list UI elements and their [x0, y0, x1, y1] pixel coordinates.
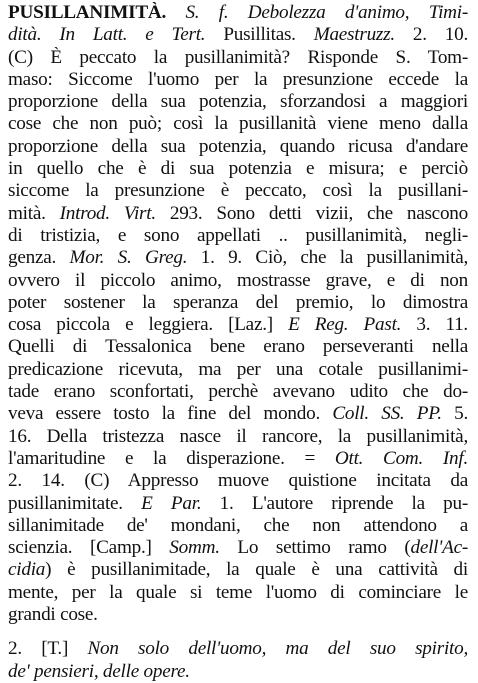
text-line — [8, 515, 468, 537]
text-segment: genza. — [8, 247, 70, 269]
text-line — [8, 336, 468, 358]
text-line — [8, 359, 468, 381]
italic-citation: Ott. Com. Inf. — [334, 447, 468, 469]
text-line — [8, 203, 468, 225]
text-line — [8, 270, 468, 292]
italic-citation: de' pensieri, delle opere. — [8, 660, 190, 682]
text-segment: 2. 14. (C) Appresso muove quistione incitata da — [8, 470, 468, 492]
italic-citation: E Par. — [141, 492, 202, 514]
text-segment: proporzione della sua potenzia, quando ricusa d'andare — [8, 135, 468, 157]
text-line — [8, 292, 468, 314]
text-segment: pusillanimitate. — [8, 492, 142, 514]
text-segment: mente, per la quale si teme l'uomo di cominciare le — [8, 581, 468, 603]
text-line — [8, 537, 468, 559]
text-segment: di tristizia, e sono appellati .. pusillanimità, negli- — [8, 224, 468, 246]
text-segment: sillanimitade de' mondani, che non attendono a — [8, 514, 468, 536]
text-segment: Quelli di Tessalonica bene erano perseveranti nella — [8, 336, 468, 358]
italic-citation: cidia — [8, 559, 46, 581]
text-segment: mità. — [8, 202, 60, 224]
text-line — [8, 403, 468, 425]
text-line — [8, 559, 468, 581]
italic-citation: Non solo dell'uomo, ma del suo spirito, — [87, 638, 468, 660]
text-segment: proporzione della sua potenzia, sforzandosi a maggiori — [8, 91, 468, 113]
text-segment: poter sostener la speranza del premio, lo dimostra — [8, 291, 468, 313]
text-line — [8, 493, 468, 515]
text-line — [8, 24, 468, 46]
text-line — [8, 180, 468, 202]
headword: PUSILLANIMITÀ. — [8, 2, 167, 23]
text-line — [8, 113, 468, 135]
italic-citation: Introd. Virt. — [59, 202, 156, 224]
text-line — [8, 661, 468, 683]
text-segment: (C) È peccato la pusillanimità? Risponde S. Tom- — [8, 46, 468, 68]
text-segment: 16. Della tristezza nasce il rancore, la pusillanimità, — [8, 425, 468, 447]
text-segment: cose che non può; così la pusillanità viene meno dalla — [8, 113, 468, 135]
text-line — [8, 470, 468, 492]
dictionary-sense-2 — [8, 638, 468, 683]
italic-citation: Maestruzz. — [313, 24, 395, 46]
text-segment: 2. [T.] — [8, 638, 88, 660]
text-line — [8, 225, 468, 247]
italic-citation: Mor. S. Greg. — [69, 247, 188, 269]
text-segment: in quello che è di sua potenzia e misura; e perciò — [8, 158, 468, 180]
text-line — [8, 638, 468, 660]
text-segment: 293. Sono detti vizii, che nascono — [155, 202, 468, 224]
text-segment: 1. L'autore riprende la pu- — [201, 492, 468, 514]
text-line — [8, 91, 468, 113]
text-line — [8, 426, 468, 448]
text-segment: 3. 11. — [401, 314, 468, 336]
text-segment: ovvero il piccolo animo, mostrasse grave, e di non — [8, 269, 468, 291]
italic-citation: S. f. Debolezza d'animo, Timi- — [185, 2, 468, 23]
text-segment: Lo settimo ramo ( — [219, 537, 411, 559]
italic-citation: Somm. — [169, 537, 220, 559]
italic-citation: dell'Ac- — [410, 537, 468, 559]
italic-citation: Coll. SS. PP. — [332, 403, 442, 425]
text-segment: veva essere tosto la fine del mondo. — [8, 403, 333, 425]
italic-citation: dità. In Latt. e Tert. — [8, 24, 206, 46]
text-segment: 2. 10. — [394, 24, 468, 46]
text-line — [8, 47, 468, 69]
text-line — [8, 448, 468, 470]
text-line — [8, 314, 468, 336]
text-segment: cosa piccola e leggiera. [Laz.] — [8, 314, 289, 336]
text-line — [8, 247, 468, 269]
text-segment — [166, 2, 185, 23]
text-segment: l'amaritudine e la disperazione. = — [8, 447, 335, 469]
text-segment: maso: Siccome l'uomo per la presunzione eccede la — [8, 68, 468, 90]
text-segment: 1. 9. Ciò, che la pusillanimità, — [187, 247, 468, 269]
text-segment: siccome la presunzione è peccato, così la pusillani- — [8, 180, 468, 202]
text-segment: Pusillitas. — [205, 24, 314, 46]
text-line — [8, 136, 468, 158]
text-line — [8, 604, 468, 626]
text-line — [8, 69, 468, 91]
text-segment: 5. — [441, 403, 468, 425]
text-line — [8, 381, 468, 403]
text-segment: predicazione ricevuta, ma per una cotale pusillanimi- — [8, 358, 468, 380]
text-segment: scienzia. [Camp.] — [8, 537, 170, 559]
dictionary-entry — [8, 2, 468, 626]
text-line — [8, 582, 468, 604]
text-segment: grandi cose. — [8, 604, 98, 626]
text-segment: ) è pusillanimitade, la quale è una cattività di — [45, 559, 468, 581]
italic-citation: E Reg. Past. — [288, 314, 402, 336]
text-segment: tade erano sconfortati, perchè avevano udito che do- — [8, 381, 468, 403]
text-line — [8, 158, 468, 180]
text-line — [8, 2, 468, 24]
sense-gap — [8, 626, 468, 638]
